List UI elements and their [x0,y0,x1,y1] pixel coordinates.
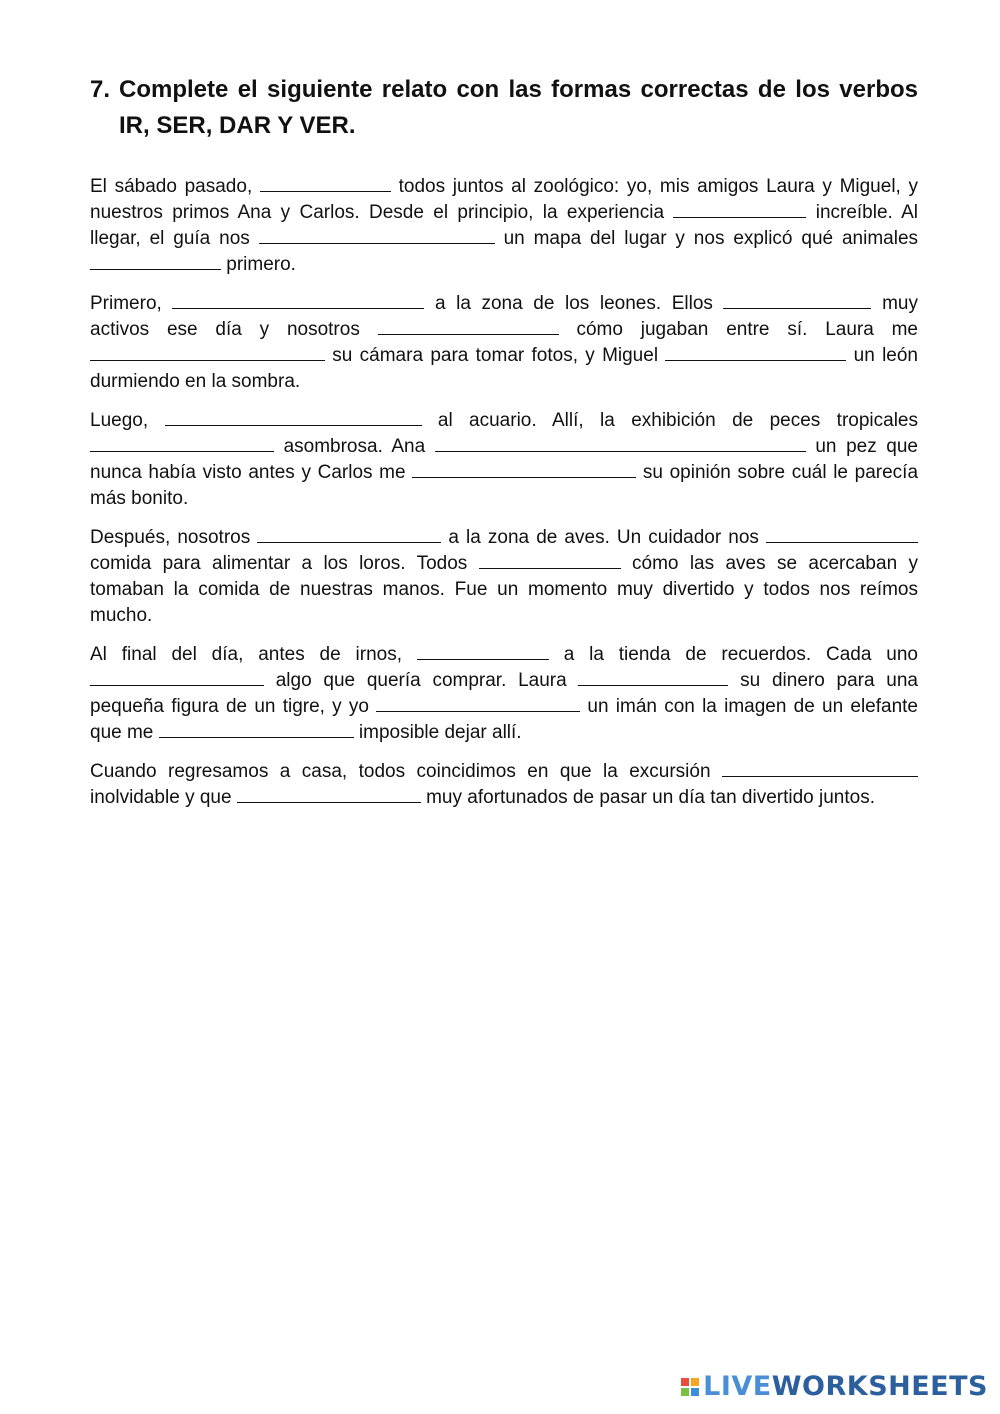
story-text: cómo jugaban entre sí. Laura me [558,319,919,340]
exercise-instructions: Complete el siguiente relato con las formas correctas de los verbos IR, SER, DAR Y VER. [119,76,918,139]
story-paragraph [90,759,918,811]
story-text: El sábado pasado, [90,176,260,197]
story-text: a la tienda de recuerdos. Cada uno [548,644,918,665]
story-text: a la zona de los leones. Ellos [424,293,724,314]
story-text: comida para alimentar a los loros. Todos [90,553,479,574]
story-paragraph [90,642,918,746]
story-paragraph [90,525,918,629]
answer-blank[interactable] [673,216,806,218]
story-text: su opinión sobre cuál le parecía más bonito. [90,462,919,509]
answer-blank[interactable] [90,450,274,452]
answer-blank[interactable] [412,476,636,478]
story-text: imposible dejar allí. [353,722,522,743]
answer-blank[interactable] [378,333,559,335]
answer-blank[interactable] [172,307,424,309]
answer-blank[interactable] [237,801,421,803]
story-paragraph [90,291,918,395]
story-text: un león durmiendo en la sombra. [90,345,918,392]
exercise-number: 7. [90,76,111,103]
story-text: Después, nosotros [90,527,258,548]
answer-blank[interactable] [665,359,846,361]
story-text: increíble. Al llegar, el guía nos [90,202,919,249]
story-text: cómo las aves se acercaban y tomaban la comida de nuestras manos. Fue un momento muy divertido y todos nos reímos mucho. [90,553,918,626]
answer-blank[interactable] [90,684,264,686]
answer-blank[interactable] [417,658,549,660]
story-text: Al final del día, antes de irnos, [90,644,417,665]
story-text: primero. [221,254,296,275]
brand-prefix: LIVE [703,1371,772,1402]
liveworksheets-logo-icon [681,1378,699,1396]
story-text: un pez que nunca había visto antes y Carlos me [90,436,918,483]
liveworksheets-watermark [681,1371,988,1402]
story-text: inolvidable y que [90,787,237,808]
story-text: un imán con la imagen de un elefante que me [90,696,918,743]
answer-blank[interactable] [766,541,918,543]
answer-blank[interactable] [578,684,728,686]
story-text: a la zona de aves. Un cuidador nos [441,527,766,548]
answer-blank[interactable] [722,775,918,777]
answer-blank[interactable] [259,242,495,244]
answer-blank[interactable] [723,307,871,309]
exercise-heading [90,72,918,144]
brand-name: WORKSHEETS [771,1371,988,1402]
story-paragraph [90,408,918,512]
story-text: todos juntos al zoológico: yo, mis amigos Laura y Miguel, y nuestros primos Ana y Carlos. Desde el principio, la experiencia [90,176,919,223]
story-text: Primero, [90,293,173,314]
answer-blank[interactable] [376,710,580,712]
story-text: muy activos ese día y nosotros [90,293,918,340]
story-text: al acuario. Allí, la exhibición de peces tropicales [421,410,918,431]
story-body [90,174,918,811]
answer-blank[interactable] [435,450,806,452]
story-paragraph [90,174,918,278]
story-text: muy afortunados de pasar un día tan divertido juntos. [420,787,876,808]
answer-blank[interactable] [90,268,221,270]
answer-blank[interactable] [479,567,621,569]
story-text: Cuando regresamos a casa, todos coincidimos en que la excursión [90,761,722,782]
answer-blank[interactable] [165,424,422,426]
worksheet-page [90,72,918,824]
story-text: su cámara para tomar fotos, y Miguel [325,345,666,366]
story-text: un mapa del lugar y nos explicó qué animales [494,228,919,249]
story-text: su dinero para una pequeña figura de un tigre, y yo [90,670,918,717]
answer-blank[interactable] [257,541,441,543]
story-text: asombrosa. Ana [274,436,435,457]
story-text: Luego, [90,410,165,431]
answer-blank[interactable] [260,190,391,192]
story-text: algo que quería comprar. Laura [264,670,579,691]
answer-blank[interactable] [159,736,354,738]
answer-blank[interactable] [90,359,325,361]
